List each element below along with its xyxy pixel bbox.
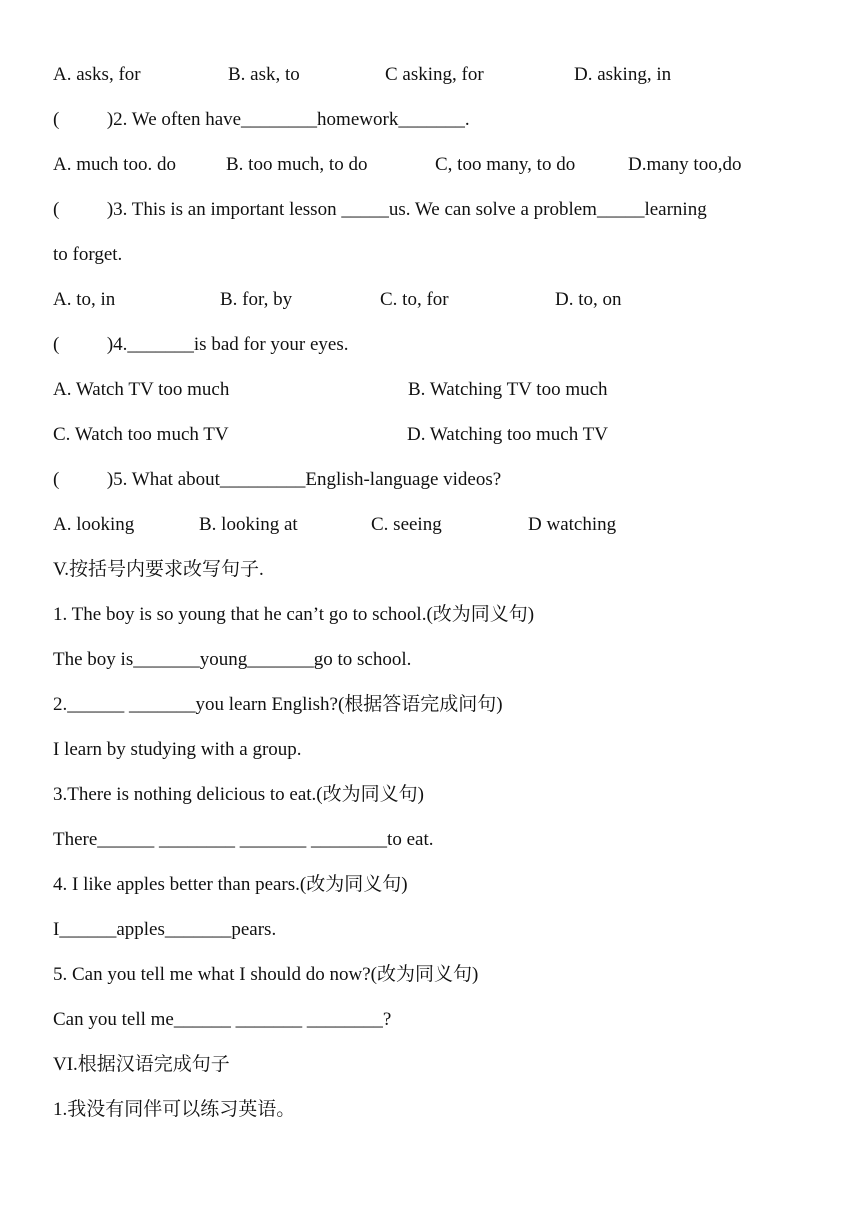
rewrite-5-prompt: 5. Can you tell me what I should do now?(改为同义句) — [53, 964, 479, 985]
rewrite-4-answer: I______apples_______pears. — [53, 919, 277, 940]
q3-option-b: B. for, by — [220, 289, 293, 310]
q1-option-a: A. asks, for — [53, 64, 141, 85]
q2-option-b: B. too much, to do — [226, 154, 368, 175]
question-3: ( )3. This is an important lesson _____us. We can solve a problem_____learning — [53, 199, 707, 220]
q5-option-a: A. looking — [53, 514, 135, 535]
translation-1-prompt: 1.我没有同伴可以练习英语。 — [53, 1099, 296, 1120]
section-6-title: VI.根据汉语完成句子 — [53, 1054, 230, 1075]
q5-option-d: D watching — [528, 514, 617, 535]
q1-option-d: D. asking, in — [574, 64, 672, 85]
q4-option-a: A. Watch TV too much — [53, 379, 230, 400]
q1-option-c: C asking, for — [385, 64, 484, 85]
q5-option-b: B. looking at — [199, 514, 298, 535]
rewrite-3-prompt: 3.There is nothing delicious to eat.(改为同义句) — [53, 784, 424, 805]
rewrite-1-answer: The boy is_______young_______go to school. — [53, 649, 412, 670]
rewrite-4-prompt: 4. I like apples better than pears.(改为同义句) — [53, 874, 408, 895]
q2-option-c: C, too many, to do — [435, 154, 576, 175]
question-4: ( )4._______is bad for your eyes. — [53, 334, 349, 355]
q4-option-d: D. Watching too much TV — [407, 424, 608, 445]
rewrite-2-answer: I learn by studying with a group. — [53, 739, 302, 760]
q4-option-b: B. Watching TV too much — [408, 379, 608, 400]
rewrite-2-prompt: 2.______ _______you learn English?(根据答语完成问句) — [53, 694, 503, 715]
rewrite-3-answer: There______ ________ _______ ________to eat. — [53, 829, 434, 850]
q3-option-c: C. to, for — [380, 289, 449, 310]
rewrite-1-prompt: 1. The boy is so young that he can’t go to school.(改为同义句) — [53, 604, 535, 625]
q3-option-d: D. to, on — [555, 289, 622, 310]
q3-option-a: A. to, in — [53, 289, 116, 310]
question-3-continuation: to forget. — [53, 244, 123, 265]
section-5-title: V.按括号内要求改写句子. — [53, 559, 264, 580]
q5-option-c: C. seeing — [371, 514, 442, 535]
question-5: ( )5. What about_________English-language videos? — [53, 469, 502, 490]
q4-option-c: C. Watch too much TV — [53, 424, 229, 445]
q2-option-a: A. much too. do — [53, 154, 176, 175]
q2-option-d: D.many too,do — [628, 154, 742, 175]
question-2: ( )2. We often have________homework_______. — [53, 109, 470, 130]
q1-option-b: B. ask, to — [228, 64, 300, 85]
rewrite-5-answer: Can you tell me______ _______ ________? — [53, 1009, 392, 1030]
